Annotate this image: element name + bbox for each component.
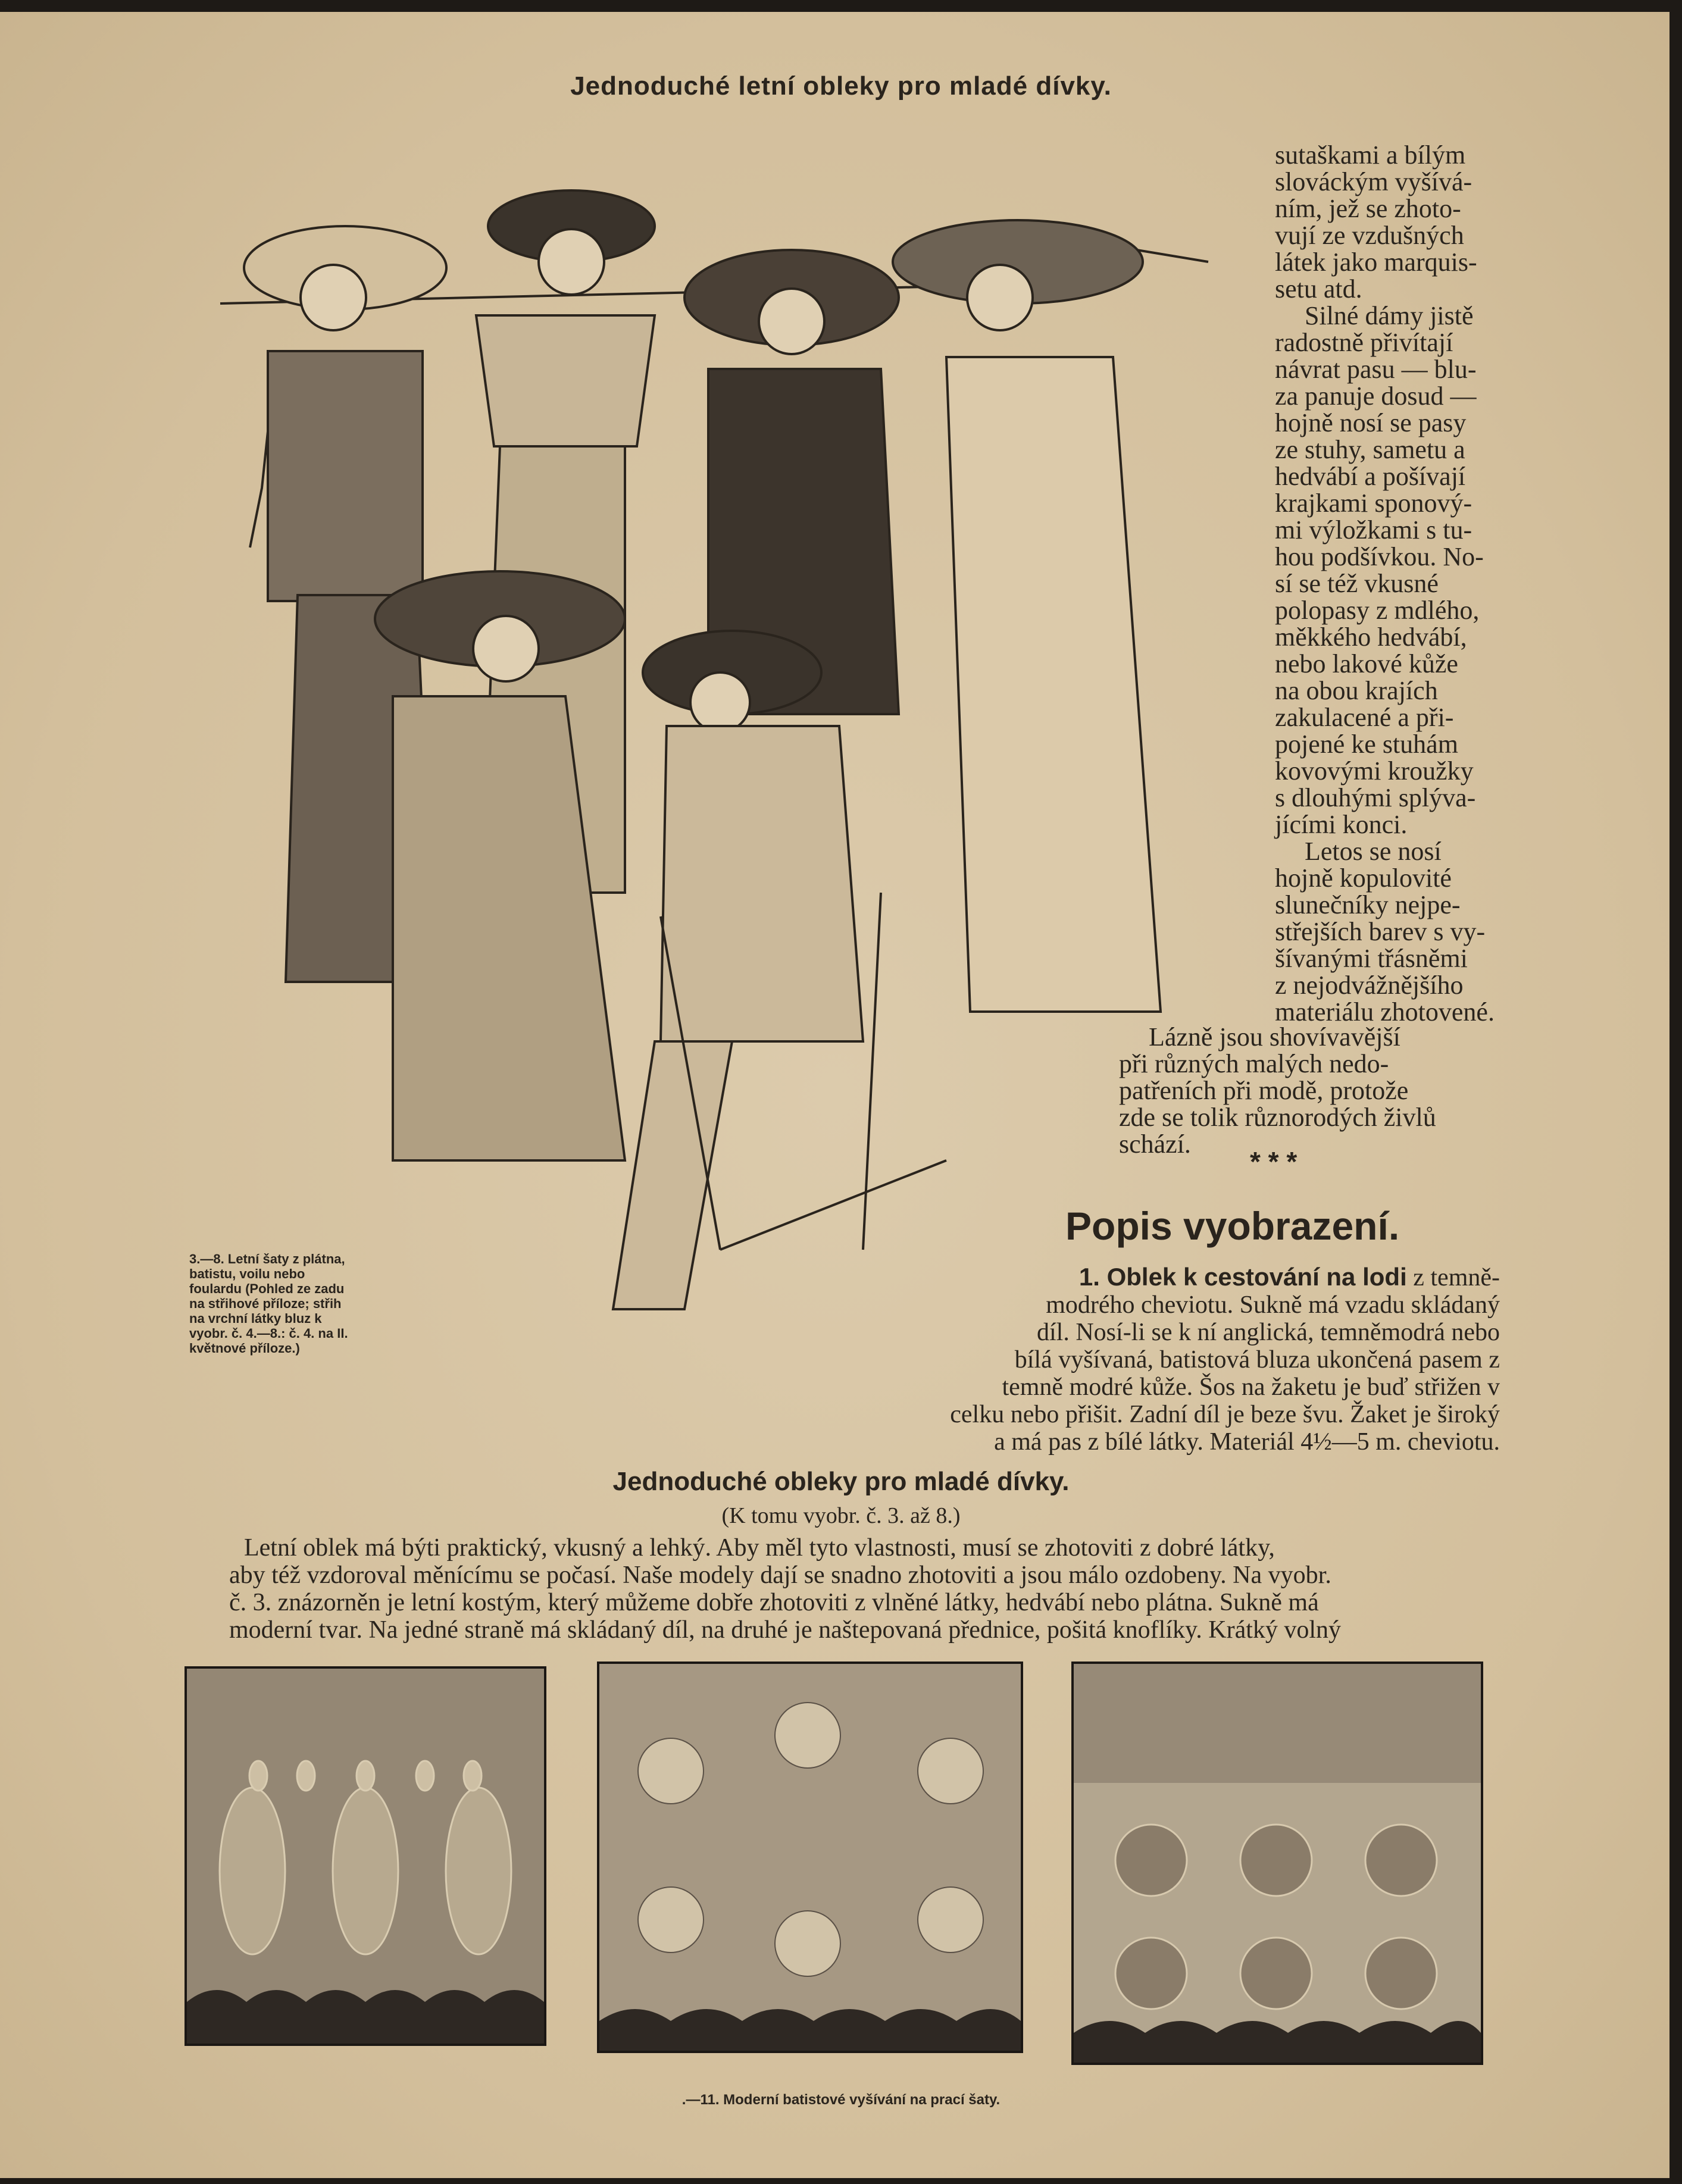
article-body (229, 1534, 1497, 1644)
text-line: radostně přivítají (1275, 328, 1453, 357)
article-subtitle: (K tomu vyobr. č. 3. až 8.) (721, 1503, 961, 1528)
text-line: setu atd. (1275, 274, 1362, 303)
text-line: návrat pasu — blu- (1275, 355, 1477, 384)
text-line: a má pas z bílé látky. Materiál 4½—5 m. cheviotu. (994, 1428, 1500, 1456)
text-line: Letní oblek má býti praktický, vkusný a lehký. Aby měl tyto vlastnosti, musí se zhotoviti z dobré látky, (244, 1534, 1275, 1562)
text-line: zakulacené a při- (1275, 703, 1454, 732)
illustration-caption: 3.—8. Letní šaty z plátna, batistu, voilu nebo foulardu (Pohled ze zadu na střihové příloze; střih na vrchní látky bluz k vyobr. č. 4.—8.: č. 4. na II. květnové příloze.) (189, 1251, 348, 1356)
text-line: moderní tvar. Na jedné straně má skládaný díl, na druhé je naštepovaná přednice, pošitá knoflíky. Krátký volný (229, 1616, 1342, 1644)
text-line: slováckým vyšívá- (1275, 167, 1472, 196)
text-line: hojně nosí se pasy (1275, 408, 1467, 437)
text-line: nebo lakové kůže (1275, 649, 1458, 678)
text-line: Letos se nosí (1305, 837, 1442, 866)
text-line: modrého cheviotu. Sukně má vzadu skládaný (1046, 1291, 1500, 1319)
lace-image-right (1071, 1662, 1483, 2065)
text-line: ze stuhy, sametu a (1275, 435, 1465, 464)
text-line: z temně- (1413, 1264, 1500, 1291)
text-line: s dlouhými splýva- (1275, 783, 1476, 812)
item1-lead: 1. Oblek k cestování na lodi (1078, 1263, 1407, 1291)
text-line: hedvábí a pošívají (1275, 462, 1466, 491)
text-line: celku nebo přišit. Zadní díl je beze švu. Žaket je široký (950, 1401, 1500, 1428)
right-column-continuation (1119, 1024, 1500, 1157)
article-title: Jednoduché obleky pro mladé dívky. (612, 1467, 1070, 1496)
text-line: při různých malých nedo- (1119, 1049, 1389, 1078)
text-line: z nejodvážnějšího (1275, 971, 1464, 1000)
right-column-text (1275, 142, 1501, 1025)
text-line: ním, jež se zhoto- (1275, 194, 1461, 223)
text-line: hou podšívkou. No- (1275, 542, 1484, 571)
text-line: zde se tolik různorodých živlů (1119, 1103, 1436, 1132)
text-line: patřeních při modě, protože (1119, 1076, 1409, 1105)
text-line: schází. (1119, 1129, 1191, 1159)
text-line: látek jako marquis- (1275, 248, 1477, 277)
lace-image-center (597, 1662, 1023, 2053)
text-line: sí se též vkusné (1275, 569, 1439, 598)
text-line: jícími konci. (1275, 810, 1408, 839)
section-divider-stars: * * * (1250, 1146, 1298, 1177)
text-line: temně modré kůže. Šos na žaketu je buď střižen v (1002, 1373, 1500, 1401)
text-line: bílá vyšívaná, batistová bluza ukončená pasem z (1014, 1346, 1500, 1373)
text-line: polopasy z mdlého, (1275, 596, 1480, 625)
text-line: díl. Nosí-li se k ní anglická, temněmodrá nebo (1037, 1319, 1500, 1346)
text-line: střejších barev s vy- (1275, 917, 1486, 946)
text-line: měkkého hedvábí, (1275, 622, 1467, 652)
text-line: materiálu zhotovené. (1275, 997, 1495, 1027)
text-line: aby též vzdoroval měnícímu se počasí. Naše modely dají se snadno zhotoviti a jsou málo ozdobeny. Na vyobr. (229, 1562, 1331, 1589)
text-line: sutaškami a bílým (1275, 140, 1466, 170)
bottom-caption: .—11. Moderní batistové vyšívání na prací šaty. (681, 2092, 1001, 2108)
text-line: slunečníky nejpe- (1275, 890, 1461, 919)
text-line: šívanými třásněmi (1275, 944, 1468, 973)
page-header: Jednoduché letní obleky pro mladé dívky. (570, 71, 1112, 101)
text-line: kovovými kroužky (1275, 756, 1474, 786)
text-line: č. 3. znázorněn je letní kostým, který můžeme dobře zhotoviti z vlněné látky, hedvábí nebo plátna. Sukně má (229, 1589, 1319, 1616)
text-line: pojené ke stuhám (1275, 730, 1458, 759)
text-line: Lázně jsou shovívavější (1149, 1022, 1400, 1052)
text-line: krajkami sponový- (1275, 489, 1472, 518)
text-line: na obou krajích (1275, 676, 1438, 705)
text-line: hojně kopulovité (1275, 863, 1452, 893)
lace-image-left (185, 1666, 546, 2046)
text-line: za panuje dosud — (1275, 381, 1477, 411)
text-line: mi výložkami s tu- (1275, 515, 1472, 545)
text-line: vují ze vzdušných (1275, 221, 1464, 250)
item1-description (821, 1263, 1500, 1456)
magazine-page (0, 12, 1670, 2178)
section-title: Popis vyobrazení. (1065, 1204, 1400, 1248)
text-line: Silné dámy jistě (1305, 301, 1474, 330)
